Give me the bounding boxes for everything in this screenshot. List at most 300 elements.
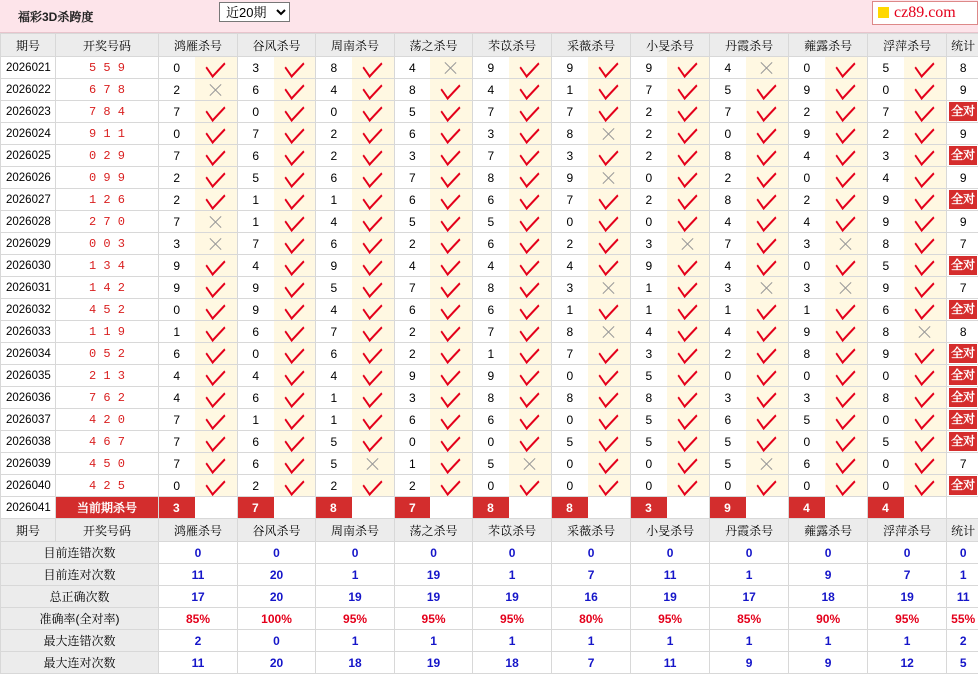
current-kill-blank [588, 497, 631, 519]
site-logo[interactable] [872, 1, 978, 25]
cross-icon [918, 325, 932, 339]
table-row [1, 123, 978, 145]
table-row [1, 365, 978, 387]
kill-number-cell: 0 [868, 409, 904, 431]
result-cell [746, 79, 789, 101]
check-icon [441, 79, 461, 100]
kill-number-cell: 5 [868, 431, 904, 453]
check-icon [836, 145, 856, 166]
result-cell [825, 255, 868, 277]
kill-number-cell: 1 [395, 453, 430, 475]
kill-number-cell: 8 [395, 79, 430, 101]
kill-number-cell: 2 [159, 189, 195, 211]
result-cell [667, 431, 710, 453]
check-icon [520, 57, 540, 78]
check-icon [599, 101, 619, 122]
result-cell [509, 431, 552, 453]
stat-value: 100% [238, 608, 316, 630]
result-cell [746, 365, 789, 387]
draw-number-cell: 4 2 5 [56, 475, 159, 497]
stat-total: 11 [947, 586, 978, 608]
result-cell [904, 343, 947, 365]
kill-number-cell: 5 [631, 409, 667, 431]
check-icon [757, 211, 777, 232]
kill-number-cell: 7 [316, 321, 352, 343]
check-icon [678, 365, 698, 386]
kill-number-cell: 7 [159, 101, 195, 123]
result-cell [588, 189, 631, 211]
check-icon [757, 255, 777, 276]
correct-count: 7 [960, 237, 967, 251]
result-cell [352, 299, 395, 321]
kill-number-cell: 7 [631, 79, 667, 101]
check-icon [441, 321, 461, 342]
result-cell [825, 365, 868, 387]
stat-row [1, 586, 978, 608]
issue-cell: 2026022 [1, 79, 56, 101]
stat-value: 0 [789, 542, 868, 564]
result-cell [825, 79, 868, 101]
kill-number-cell: 0 [473, 431, 509, 453]
result-cell [195, 431, 238, 453]
draw-number-cell: 0 2 9 [56, 145, 159, 167]
kill-number-cell: 0 [238, 101, 274, 123]
kill-number-cell: 9 [789, 321, 825, 343]
kill-number-cell: 0 [868, 365, 904, 387]
result-cell [588, 101, 631, 123]
result-cell [274, 387, 316, 409]
result-cell [746, 387, 789, 409]
check-icon [206, 453, 226, 474]
kill-number-cell: 7 [159, 211, 195, 233]
check-icon [284, 79, 304, 100]
kill-number-cell: 4 [789, 211, 825, 233]
result-cell [430, 431, 473, 453]
kill-number-cell: 8 [868, 233, 904, 255]
stat-value: 11 [159, 652, 238, 674]
kill-number-cell: 4 [868, 167, 904, 189]
result-cell [746, 145, 789, 167]
stat-value: 1 [316, 564, 395, 586]
check-icon [678, 475, 698, 496]
kill-number-cell: 6 [473, 189, 509, 211]
header-expert: 荡之杀号 [395, 519, 473, 542]
stat-cell [947, 79, 978, 101]
check-icon [206, 431, 226, 452]
check-icon [915, 255, 935, 276]
stat-value: 9 [789, 652, 868, 674]
check-icon [284, 189, 304, 210]
check-icon [284, 167, 304, 188]
kill-number-cell: 8 [552, 321, 588, 343]
check-icon [520, 211, 540, 232]
check-icon [206, 189, 226, 210]
check-icon [206, 123, 226, 144]
result-cell [588, 365, 631, 387]
stat-value: 19 [473, 586, 552, 608]
stat-cell [947, 387, 978, 409]
kill-number-cell: 5 [473, 211, 509, 233]
correct-count: 8 [960, 61, 967, 75]
result-cell [274, 277, 316, 299]
result-cell [352, 365, 395, 387]
check-icon [206, 475, 226, 496]
check-icon [284, 145, 304, 166]
issue-cell: 2026026 [1, 167, 56, 189]
check-icon [441, 387, 461, 408]
stat-value: 11 [159, 564, 238, 586]
check-icon [441, 101, 461, 122]
check-icon [284, 101, 304, 122]
kill-number-cell: 3 [552, 277, 588, 299]
current-kill-number: 7 [395, 497, 430, 519]
kill-number-cell: 1 [631, 277, 667, 299]
check-icon [441, 343, 461, 364]
check-icon [836, 453, 856, 474]
header-stat: 统计 [947, 34, 978, 57]
kill-number-cell: 6 [316, 343, 352, 365]
result-cell [274, 57, 316, 79]
kill-number-cell: 4 [710, 255, 746, 277]
check-icon [836, 431, 856, 452]
check-icon [206, 409, 226, 430]
result-cell [430, 145, 473, 167]
result-cell [904, 409, 947, 431]
kill-number-cell: 6 [238, 431, 274, 453]
stat-value: 1 [789, 630, 868, 652]
kill-number-cell: 9 [473, 57, 509, 79]
kill-number-cell: 0 [631, 211, 667, 233]
header-expert: 小旻杀号 [631, 519, 710, 542]
check-icon [206, 299, 226, 320]
kill-number-cell: 7 [395, 167, 430, 189]
result-cell [352, 57, 395, 79]
period-select[interactable] [219, 2, 290, 22]
check-icon [441, 409, 461, 430]
current-kill-blank [667, 497, 710, 519]
kill-number-cell: 7 [473, 145, 509, 167]
kill-number-cell: 3 [395, 387, 430, 409]
logo-text: cz89.com [894, 3, 956, 23]
kill-number-cell: 7 [552, 189, 588, 211]
result-cell [509, 79, 552, 101]
result-cell [352, 167, 395, 189]
header-expert: 蕹露杀号 [789, 34, 868, 57]
issue-cell: 2026040 [1, 475, 56, 497]
correct-count: 9 [960, 127, 967, 141]
result-cell [195, 321, 238, 343]
check-icon [363, 365, 383, 386]
stat-label: 目前连错次数 [1, 542, 159, 564]
result-cell [746, 211, 789, 233]
check-icon [441, 365, 461, 386]
result-cell [825, 123, 868, 145]
result-cell [509, 299, 552, 321]
table-row [1, 189, 978, 211]
kill-number-cell: 6 [789, 453, 825, 475]
kill-number-cell: 9 [159, 255, 195, 277]
header-issue: 期号 [1, 34, 56, 57]
current-kill-number: 4 [868, 497, 904, 519]
kill-number-cell: 4 [316, 79, 352, 101]
check-icon [441, 233, 461, 254]
check-icon [757, 145, 777, 166]
draw-number-cell: 0 9 9 [56, 167, 159, 189]
kill-number-cell: 3 [789, 387, 825, 409]
check-icon [520, 255, 540, 276]
stat-value: 11 [631, 652, 710, 674]
issue-cell: 2026038 [1, 431, 56, 453]
result-cell [274, 255, 316, 277]
table-row [1, 277, 978, 299]
result-cell [352, 409, 395, 431]
result-cell [352, 321, 395, 343]
kill-number-cell: 4 [238, 365, 274, 387]
stat-value: 19 [395, 586, 473, 608]
header-draw: 开奖号码 [56, 519, 159, 542]
check-icon [915, 453, 935, 474]
kill-number-cell: 0 [552, 453, 588, 475]
result-cell [352, 101, 395, 123]
cross-icon [839, 237, 853, 251]
stat-value: 7 [552, 652, 631, 674]
kill-number-cell: 0 [238, 343, 274, 365]
stat-cell [947, 321, 978, 343]
current-kill-blank [430, 497, 473, 519]
current-kill-number: 8 [316, 497, 352, 519]
kill-number-cell: 0 [789, 255, 825, 277]
stat-cell [947, 233, 978, 255]
kill-number-cell: 6 [238, 387, 274, 409]
kill-number-cell: 2 [710, 167, 746, 189]
kill-number-cell: 1 [238, 211, 274, 233]
result-cell [352, 145, 395, 167]
table-row [1, 387, 978, 409]
check-icon [678, 409, 698, 430]
kill-number-cell: 6 [473, 299, 509, 321]
all-right-badge: 全对 [949, 366, 977, 385]
current-period-row [1, 497, 978, 519]
check-icon [757, 321, 777, 342]
result-cell [588, 431, 631, 453]
result-cell [667, 145, 710, 167]
check-icon [284, 453, 304, 474]
kill-number-cell: 5 [473, 453, 509, 475]
stat-value: 11 [631, 564, 710, 586]
check-icon [757, 475, 777, 496]
result-cell [274, 233, 316, 255]
check-icon [836, 343, 856, 364]
result-cell [746, 233, 789, 255]
check-icon [678, 57, 698, 78]
result-cell [667, 365, 710, 387]
check-icon [836, 211, 856, 232]
issue-cell: 2026029 [1, 233, 56, 255]
current-kill-blank [352, 497, 395, 519]
kill-number-cell: 2 [316, 145, 352, 167]
result-cell [430, 189, 473, 211]
check-icon [441, 475, 461, 496]
result-cell [509, 167, 552, 189]
kill-number-cell: 0 [473, 475, 509, 497]
result-cell [825, 453, 868, 475]
kill-number-cell: 0 [631, 167, 667, 189]
header-expert: 小旻杀号 [631, 34, 710, 57]
header-expert: 采薇杀号 [552, 519, 631, 542]
check-icon [757, 167, 777, 188]
result-cell [904, 387, 947, 409]
result-cell [195, 299, 238, 321]
result-cell [904, 189, 947, 211]
current-kill-blank [825, 497, 868, 519]
result-cell [195, 145, 238, 167]
result-cell [904, 431, 947, 453]
stat-value: 9 [710, 652, 789, 674]
kill-number-cell: 3 [552, 145, 588, 167]
stat-cell [947, 101, 978, 123]
header-expert: 周南杀号 [316, 34, 395, 57]
result-cell [509, 387, 552, 409]
kill-number-cell: 2 [238, 475, 274, 497]
kill-number-cell: 2 [631, 189, 667, 211]
result-cell [430, 365, 473, 387]
kill-number-cell: 5 [710, 431, 746, 453]
kill-number-cell: 2 [868, 123, 904, 145]
result-cell [667, 299, 710, 321]
check-icon [678, 79, 698, 100]
kill-number-cell: 3 [238, 57, 274, 79]
result-cell [195, 101, 238, 123]
result-cell [195, 453, 238, 475]
result-cell [430, 277, 473, 299]
kill-number-cell: 6 [710, 409, 746, 431]
draw-number-cell: 2 7 0 [56, 211, 159, 233]
check-icon [284, 387, 304, 408]
stat-value: 1 [710, 630, 789, 652]
result-cell [509, 475, 552, 497]
issue-cell: 2026031 [1, 277, 56, 299]
kill-number-cell: 4 [473, 255, 509, 277]
current-kill-number: 7 [238, 497, 274, 519]
check-icon [520, 321, 540, 342]
kill-number-cell: 6 [316, 167, 352, 189]
kill-number-cell: 5 [631, 365, 667, 387]
result-cell [904, 211, 947, 233]
check-icon [363, 409, 383, 430]
kill-number-cell: 8 [868, 321, 904, 343]
result-cell [509, 211, 552, 233]
stat-value: 0 [473, 542, 552, 564]
check-icon [836, 365, 856, 386]
stat-value: 1 [316, 630, 395, 652]
check-icon [363, 167, 383, 188]
kill-number-cell: 0 [868, 475, 904, 497]
check-icon [284, 365, 304, 386]
kill-number-cell: 5 [316, 431, 352, 453]
check-icon [599, 57, 619, 78]
stat-total: 0 [947, 542, 978, 564]
kill-number-cell: 0 [159, 123, 195, 145]
result-cell [430, 57, 473, 79]
all-right-badge: 全对 [949, 410, 977, 429]
check-icon [206, 321, 226, 342]
result-cell [509, 453, 552, 475]
stat-value: 95% [868, 608, 947, 630]
kill-number-cell: 2 [631, 123, 667, 145]
kill-number-cell: 4 [631, 321, 667, 343]
check-icon [284, 211, 304, 232]
kill-number-cell: 7 [710, 101, 746, 123]
check-icon [915, 123, 935, 144]
kill-number-cell: 0 [868, 453, 904, 475]
kill-number-cell: 1 [710, 299, 746, 321]
result-cell [509, 145, 552, 167]
kill-number-cell: 6 [238, 321, 274, 343]
kill-number-cell: 4 [710, 57, 746, 79]
result-cell [588, 299, 631, 321]
check-icon [757, 387, 777, 408]
draw-number-cell: 7 6 2 [56, 387, 159, 409]
cross-icon [839, 281, 853, 295]
check-icon [915, 167, 935, 188]
table-row [1, 255, 978, 277]
kill-number-cell: 6 [473, 409, 509, 431]
stat-value: 16 [552, 586, 631, 608]
header-expert: 荡之杀号 [395, 34, 473, 57]
kill-number-cell: 8 [473, 387, 509, 409]
check-icon [284, 343, 304, 364]
result-cell [904, 79, 947, 101]
kill-number-cell: 2 [395, 475, 430, 497]
kill-number-cell: 6 [473, 233, 509, 255]
stat-value: 80% [552, 608, 631, 630]
check-icon [678, 189, 698, 210]
current-kill-number: 3 [631, 497, 667, 519]
result-cell [352, 431, 395, 453]
result-cell [588, 233, 631, 255]
stat-cell [947, 211, 978, 233]
kill-number-cell: 5 [631, 431, 667, 453]
header-expert: 鸿雁杀号 [159, 519, 238, 542]
stat-value: 7 [868, 564, 947, 586]
check-icon [284, 475, 304, 496]
kill-number-cell: 2 [631, 101, 667, 123]
kill-number-cell: 0 [868, 79, 904, 101]
result-cell [588, 57, 631, 79]
result-cell [195, 255, 238, 277]
result-cell [195, 277, 238, 299]
issue-cell: 2026032 [1, 299, 56, 321]
result-cell [746, 409, 789, 431]
check-icon [441, 299, 461, 320]
kill-number-cell: 7 [552, 101, 588, 123]
kill-number-cell: 2 [316, 475, 352, 497]
check-icon [757, 233, 777, 254]
kill-number-cell: 6 [395, 189, 430, 211]
stat-row [1, 564, 978, 586]
stat-value: 0 [868, 542, 947, 564]
stat-cell [947, 409, 978, 431]
kill-number-cell: 9 [868, 211, 904, 233]
result-cell [667, 79, 710, 101]
stat-value: 1 [473, 564, 552, 586]
header-expert: 周南杀号 [316, 519, 395, 542]
kill-number-cell: 2 [316, 123, 352, 145]
all-right-badge: 全对 [949, 190, 977, 209]
kill-number-cell: 4 [710, 211, 746, 233]
kill-number-cell: 9 [868, 189, 904, 211]
kill-number-cell: 6 [159, 343, 195, 365]
